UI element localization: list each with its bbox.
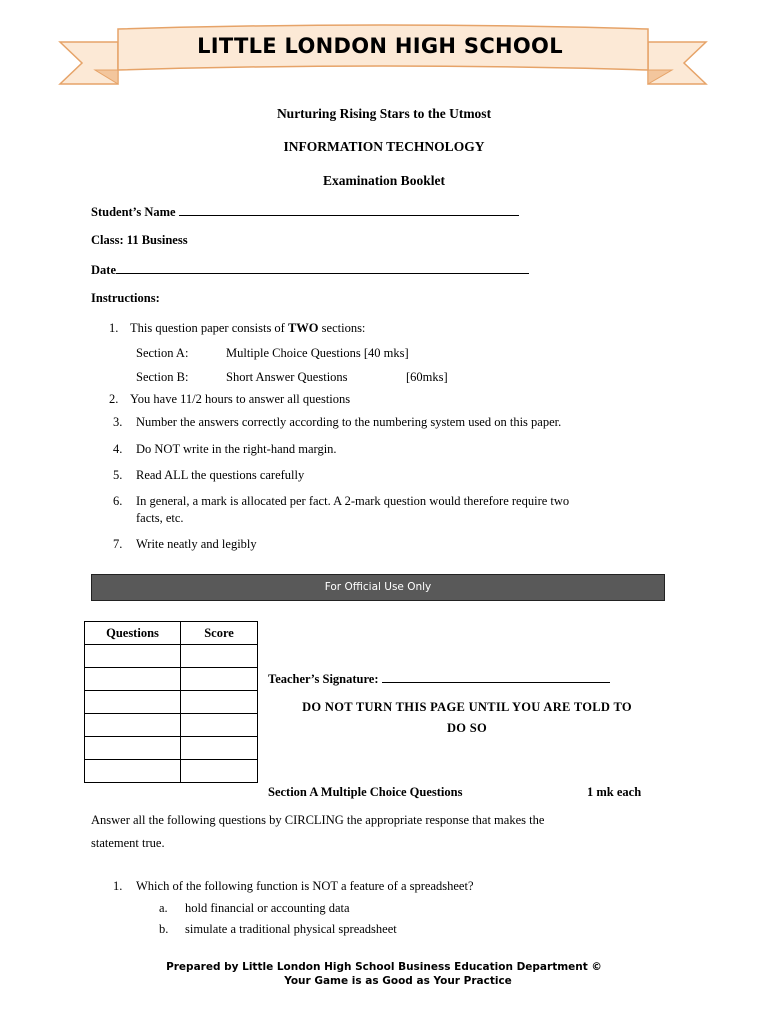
instruction-number-4: 4. bbox=[113, 442, 123, 456]
question-cell[interactable] bbox=[85, 737, 181, 760]
section-b-label: Section B: bbox=[136, 370, 189, 384]
warning-line2: DO SO bbox=[446, 721, 488, 735]
section-a-marks: 1 mk each bbox=[587, 785, 642, 799]
instructions-heading: Instructions: bbox=[91, 291, 160, 305]
questions-header: Questions bbox=[85, 622, 181, 645]
footer-slogan: Your Game is as Good as Your Practice bbox=[284, 975, 512, 987]
q1-option-a[interactable]: hold financial or accounting data bbox=[185, 901, 350, 915]
warning-line1: DO NOT TURN THIS PAGE UNTIL YOU ARE TOLD TO bbox=[302, 700, 632, 714]
score-cell[interactable] bbox=[181, 668, 258, 691]
table-row bbox=[85, 645, 258, 668]
instruction-number-2: 2. bbox=[109, 392, 119, 406]
instruction-6-line2: facts, etc. bbox=[136, 511, 184, 525]
section-b-desc: Short Answer Questions bbox=[226, 370, 348, 384]
booklet-title: Examination Booklet bbox=[323, 173, 445, 188]
subject-title: INFORMATION TECHNOLOGY bbox=[283, 139, 485, 154]
question-cell[interactable] bbox=[85, 714, 181, 737]
table-row bbox=[85, 737, 258, 760]
question-1-number: 1. bbox=[113, 879, 123, 893]
score-cell[interactable] bbox=[181, 645, 258, 668]
section-a-title: Section A Multiple Choice Questions bbox=[268, 785, 463, 799]
question-cell[interactable] bbox=[85, 645, 181, 668]
question-cell[interactable] bbox=[85, 691, 181, 714]
table-row bbox=[85, 691, 258, 714]
date-row bbox=[91, 262, 529, 278]
instruction-3: Number the answers correctly according to the numbering system used on this paper. bbox=[136, 415, 562, 429]
instruction-5: Read ALL the questions carefully bbox=[136, 468, 305, 482]
q1-option-b-letter[interactable]: b. bbox=[159, 922, 169, 936]
footer-prepared-by: Prepared by Little London High School Business Education Department © bbox=[166, 961, 602, 973]
date-blank[interactable] bbox=[116, 262, 529, 274]
score-cell[interactable] bbox=[181, 691, 258, 714]
instruction-number-5: 5. bbox=[113, 468, 123, 482]
instruction-6-line1: In general, a mark is allocated per fact. A 2-mark question would therefore require two bbox=[136, 494, 570, 508]
score-cell[interactable] bbox=[181, 760, 258, 783]
question-cell[interactable] bbox=[85, 668, 181, 691]
date-label: Date bbox=[91, 263, 116, 277]
section-a-directions-line2: statement true. bbox=[91, 836, 165, 850]
score-header: Score bbox=[181, 622, 258, 645]
q1-option-a-letter[interactable]: a. bbox=[159, 901, 168, 915]
instruction-number-1: 1. bbox=[109, 321, 119, 335]
score-cell[interactable] bbox=[181, 714, 258, 737]
teacher-signature-blank[interactable] bbox=[382, 671, 610, 683]
score-table bbox=[84, 621, 258, 783]
teacher-signature-row bbox=[268, 671, 610, 687]
table-row bbox=[85, 760, 258, 783]
class-label: Class: 11 Business bbox=[91, 233, 188, 247]
instruction-1: This question paper consists of TWO sections: bbox=[130, 321, 366, 335]
table-row bbox=[85, 668, 258, 691]
instruction-number-6: 6. bbox=[113, 494, 123, 508]
instruction-7: Write neatly and legibly bbox=[136, 537, 257, 551]
section-b-marks: [60mks] bbox=[406, 370, 448, 384]
question-cell[interactable] bbox=[85, 760, 181, 783]
school-motto: Nurturing Rising Stars to the Utmost bbox=[276, 106, 492, 121]
instruction-number-7: 7. bbox=[113, 537, 123, 551]
instruction-2: You have 11/2 hours to answer all questions bbox=[130, 392, 351, 406]
student-name-label: Student’s Name bbox=[91, 205, 176, 219]
q1-option-b[interactable]: simulate a traditional physical spreadsheet bbox=[185, 922, 397, 936]
instruction-4: Do NOT write in the right-hand margin. bbox=[136, 442, 337, 456]
student-name-row bbox=[91, 204, 519, 220]
score-cell[interactable] bbox=[181, 737, 258, 760]
instruction-number-3: 3. bbox=[113, 415, 123, 429]
school-name: LITTLE LONDON HIGH SCHOOL bbox=[197, 34, 563, 58]
table-header-row bbox=[85, 622, 258, 645]
section-a-label: Section A: bbox=[136, 346, 189, 360]
student-name-blank[interactable] bbox=[179, 204, 519, 216]
section-a-directions-line1: Answer all the following questions by CIRCLING the appropriate response that makes the bbox=[91, 813, 545, 827]
question-1-text: Which of the following function is NOT a feature of a spreadsheet? bbox=[136, 879, 474, 893]
table-row bbox=[85, 714, 258, 737]
teacher-signature-label: Teacher’s Signature: bbox=[268, 672, 379, 686]
section-a-desc: Multiple Choice Questions [40 mks] bbox=[226, 346, 409, 360]
official-use-bar: For Official Use Only bbox=[91, 574, 665, 601]
